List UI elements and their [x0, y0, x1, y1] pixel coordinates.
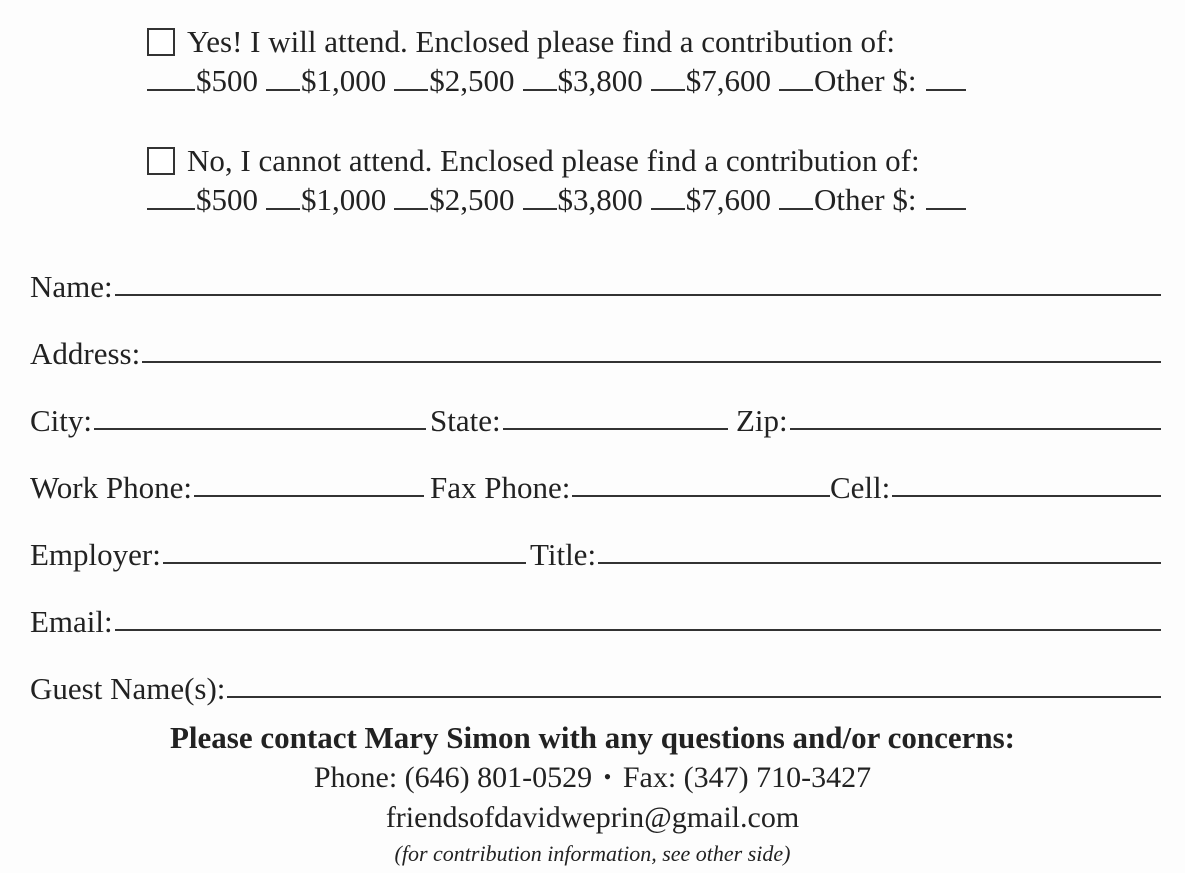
not-attend-amount-7600[interactable] [651, 182, 771, 218]
amount-label: $1,000 [301, 182, 387, 217]
contact-phone-line [0, 758, 1185, 800]
email-field[interactable] [115, 629, 1161, 631]
contact-title: Please contact Mary Simon with any questions and/or concerns: [169, 720, 1016, 755]
city-state-zip-row [30, 394, 1161, 438]
title-label: Title: [530, 537, 597, 572]
fax-phone-field[interactable] [572, 495, 830, 497]
cell-label: Cell: [830, 470, 891, 505]
not-attend-checkbox[interactable] [147, 147, 175, 175]
amount-label: $7,600 [685, 63, 771, 98]
amount-label: $1,000 [301, 63, 387, 98]
address-label: Address: [30, 336, 141, 371]
amount-label: $2,500 [429, 63, 515, 98]
attend-amounts [147, 63, 974, 101]
zip-field[interactable] [790, 428, 1161, 430]
guest-names-field[interactable] [227, 696, 1161, 698]
not-attend-amount-other[interactable] [779, 182, 966, 218]
not-attend-amount-2500[interactable] [394, 182, 514, 218]
not-attend-amounts [147, 182, 974, 220]
not-attend-amount-1000[interactable] [266, 182, 386, 218]
guest-names-row [30, 662, 1161, 706]
guest-names-label: Guest Name(s): [30, 671, 226, 706]
work-phone-field[interactable] [194, 495, 424, 497]
employer-title-row [30, 528, 1161, 572]
contact-note: (for contribution information, see other side) [394, 841, 791, 866]
other-label: Other $: [814, 63, 917, 98]
amount-label: $2,500 [429, 182, 515, 217]
not-attend-amount-3800[interactable] [523, 182, 643, 218]
attend-amount-1000[interactable] [266, 63, 386, 99]
work-phone-label: Work Phone: [30, 470, 192, 505]
name-label: Name: [30, 269, 113, 304]
amount-label: $500 [196, 182, 258, 217]
amount-label: $3,800 [557, 182, 643, 217]
name-row [30, 260, 1161, 304]
attend-amount-7600[interactable] [651, 63, 771, 99]
other-label: Other $: [814, 182, 917, 217]
other-amount-blank[interactable] [926, 208, 966, 210]
amount-label: $7,600 [685, 182, 771, 217]
attend-checkbox[interactable] [147, 28, 175, 56]
amount-label: $3,800 [557, 63, 643, 98]
zip-label: Zip: [736, 403, 788, 438]
option-not-attend [147, 141, 974, 220]
city-label: City: [30, 403, 93, 438]
not-attend-heading: No, I cannot attend. Enclosed please find a contribution of: [187, 143, 920, 178]
city-field[interactable] [94, 428, 426, 430]
phone-row [30, 461, 1161, 505]
amount-label: $500 [196, 63, 258, 98]
attend-amount-3800[interactable] [523, 63, 643, 99]
not-attend-amount-500[interactable] [147, 182, 258, 218]
employer-label: Employer: [30, 537, 161, 572]
address-row [30, 327, 1161, 371]
other-amount-blank[interactable] [926, 89, 966, 91]
attend-amount-500[interactable] [147, 63, 258, 99]
state-field[interactable] [503, 428, 728, 430]
contact-fax: Fax: (347) 710-3427 [622, 761, 872, 794]
email-row [30, 595, 1161, 639]
contact-email: friendsofdavidweprin@gmail.com [385, 801, 800, 834]
email-label: Email: [30, 604, 113, 639]
attend-amount-other[interactable] [779, 63, 966, 99]
option-attend [147, 22, 974, 101]
bullet-separator: • [603, 764, 612, 789]
fax-phone-label: Fax Phone: [430, 470, 571, 505]
state-label: State: [430, 403, 501, 438]
cell-field[interactable] [892, 495, 1161, 497]
attend-amount-2500[interactable] [394, 63, 514, 99]
attend-heading: Yes! I will attend. Enclosed please find a contribution of: [187, 24, 895, 59]
address-field[interactable] [142, 361, 1161, 363]
employer-field[interactable] [163, 562, 526, 564]
name-field[interactable] [115, 294, 1161, 296]
title-field[interactable] [598, 562, 1161, 564]
contact-phone: Phone: (646) 801-0529 [313, 761, 593, 794]
